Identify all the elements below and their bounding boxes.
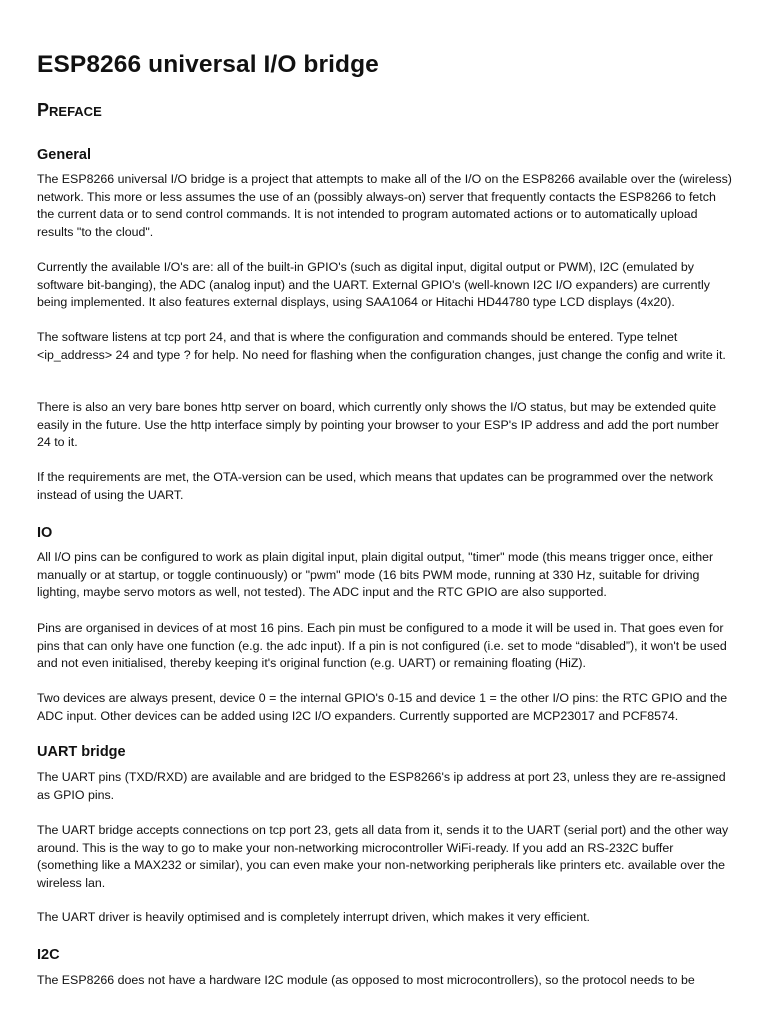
paragraph: The UART driver is heavily optimised and is completely interrupt driven, which makes it very efficient. — [37, 910, 590, 924]
section-heading-io: IO — [37, 525, 53, 541]
paragraph: Currently the available I/O's are: all of the built-in GPIO's (such as digital input, digital output or PWM), I2C (emulated by software bit-banging), the ADC (analog input) and the UART. External GPIO's (well-known I2C I/O expanders) are currently being implemented. It also features external displays, using SAA1064 or Hitachi HD44780 type LCD displays (4x20). — [37, 260, 710, 310]
paragraph: Two devices are always present, device 0 = the internal GPIO's 0-15 and device 1 = the other I/O pins: the RTC GPIO and the ADC input. Other devices can be added using I2C I/O expanders. Currently supported are MCP23017 and PCF8574. — [37, 691, 728, 723]
paragraph: Pins are organised in devices of at most 16 pins. Each pin must be configured to a mode it will be used in. That goes even for pins that can only have one function (e.g. the adc input). If a pin is not configured (i.e. set to mode “disabled”), it won't be used and not even initialised, thereby keeping it's original function (e.g. UART) or remaining floating (HiZ). — [37, 621, 727, 671]
paragraph: The ESP8266 does not have a hardware I2C module (as opposed to most microcontrollers), so the protocol needs to be — [37, 973, 695, 987]
paragraph: The UART bridge accepts connections on tcp port 23, gets all data from it, sends it to the UART (serial port) and the other way around. This is the way to go to make your non-networking microcontroller WiFi-ready. If you add an RS-232C buffer (something like a MAX232 or similar), you can even make your non-networking peripherals like printers etc. available over the wireless lan. — [37, 823, 729, 890]
section-heading-general: General — [37, 147, 91, 163]
paragraph: The ESP8266 universal I/O bridge is a project that attempts to make all of the I/O on the ESP8266 available over the (wireless) network. This more or less assumes the use of an (possibly always-on) server that frequently contacts the ESP8266 to fetch the current data or to send control commands. It is not intended to program automated actions or to automatically upload results "to the cloud". — [37, 172, 732, 239]
section-heading-uart-bridge: UART bridge — [37, 744, 126, 760]
paragraph: If the requirements are met, the OTA-version can be used, which means that updates can be programmed over the network instead of using the UART. — [37, 470, 714, 502]
paragraph: The UART pins (TXD/RXD) are available and are bridged to the ESP8266's ip address at port 23, unless they are re-assigned as GPIO pins. — [37, 770, 726, 802]
paragraph: The software listens at tcp port 24, and that is where the configuration and commands should be entered. Type telnet <ip_address> 24 and type ? for help. No need for flashing when the configuration changes, just change the config and write it. — [37, 330, 726, 362]
document-title: ESP8266 universal I/O bridge — [37, 51, 379, 78]
paragraph: There is also an very bare bones http server on board, which currently only shows the I/O status, but may be extended quite easily in the future. Use the http interface simply by pointing your browser to your ESP's IP address and add the port number 24 to it. — [37, 400, 719, 450]
chapter-heading-preface: Preface — [37, 100, 102, 120]
paragraph: All I/O pins can be configured to work as plain digital input, plain digital output, "timer" mode (this means trigger once, either manually or at startup, or toggle continuously) or "pwm" mode (16 bits PWM mode, running at 330 Hz, suitable for driving lighting, maybe servo motors as well, not tested). The ADC input and the RTC GPIO are also supported. — [37, 550, 714, 600]
section-heading-i2c: I2C — [37, 947, 60, 963]
